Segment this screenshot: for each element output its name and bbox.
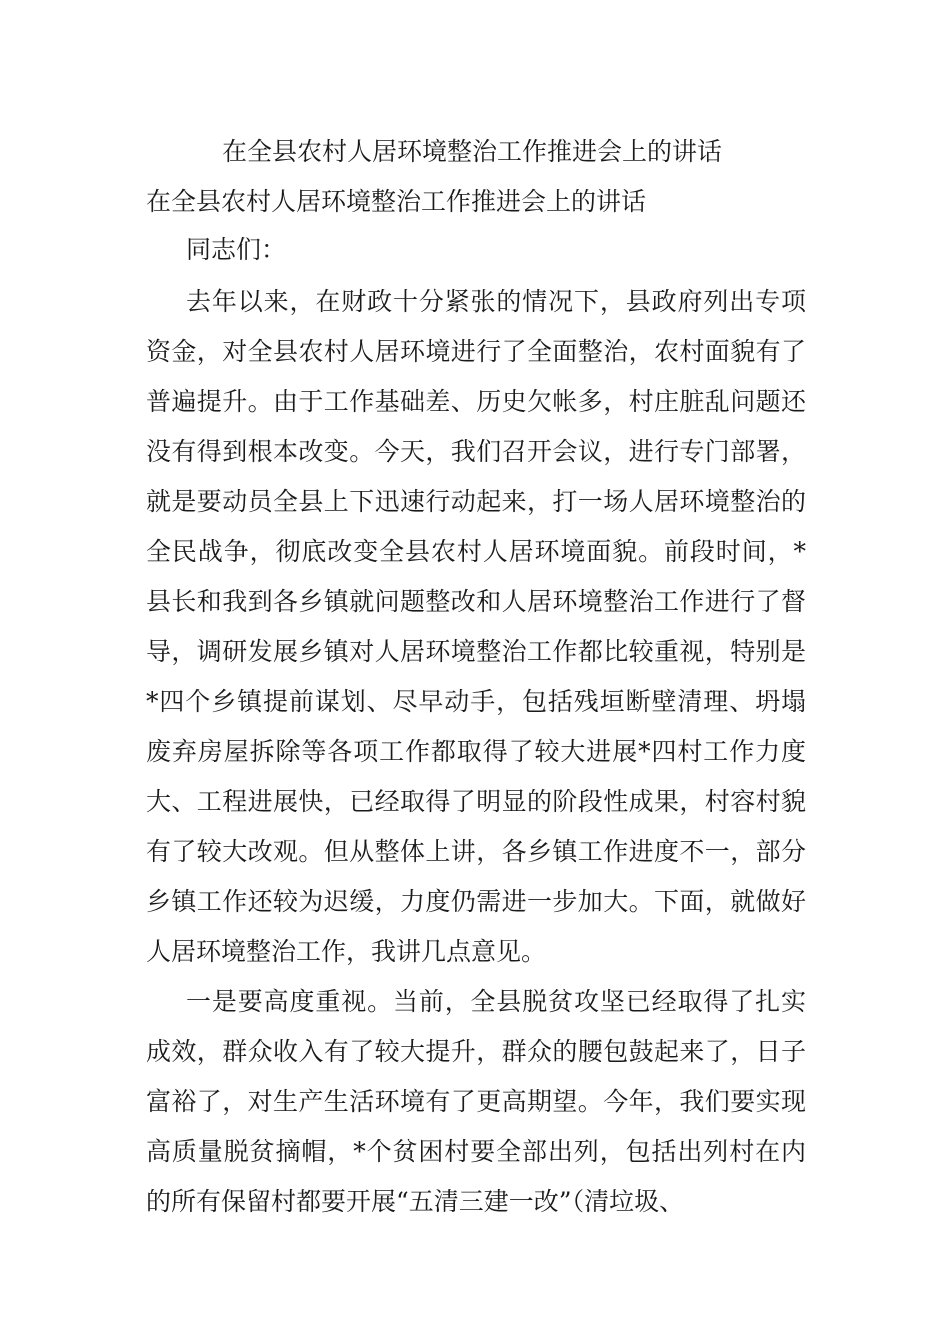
paragraph-2: 一是要高度重视。当前，全县脱贫攻坚已经取得了扎实成效，群众收入有了较大提升，群众的腰包鼓起来了，日子富裕了，对生产生活环境有了更高期望。今年，我们要实现高质量脱贫摘帽，*个贫困村要全部出列，包括出列村在内的所有保留村都要开展“五清三建一改”（清垃圾、 (146, 987, 806, 1216)
paragraph-1: 去年以来，在财政十分紧张的情况下，县政府列出专项资金，对全县农村人居环境进行了全面整治，农村面貌有了普遍提升。由于工作基础差、历史欠帐多，村庄脏乱问题还没有得到根本改变。今天，我们召开会议，进行专门部署，就是要动员全县上下迅速行动起来，打一场人居环境整治的全民战争，彻底改变全县农村人居环境面貌。前段时间，*县长和我到各乡镇就问题整改和人居环境整治工作进行了督导，调研发展乡镇对人居环境整治工作都比较重视，特别是*四个乡镇提前谋划、尽早动手，包括残垣断壁清理、坍塌废弃房屋拆除等各项工作都取得了较大进展*四村工作力度大、工程进展快，已经取得了明显的阶段性成果，村容村貌有了较大改观。但从整体上讲，各乡镇工作进度不一，部分乡镇工作还较为迟缓，力度仍需进一步加大。下面，就做好人居环境整治工作，我讲几点意见。 (146, 287, 806, 966)
document-subtitle: 在全县农村人居环境整治工作推进会上的讲话 (146, 187, 647, 216)
document-title: 在全县农村人居环境整治工作推进会上的讲话 (222, 137, 723, 166)
salutation: 同志们： (186, 235, 287, 264)
